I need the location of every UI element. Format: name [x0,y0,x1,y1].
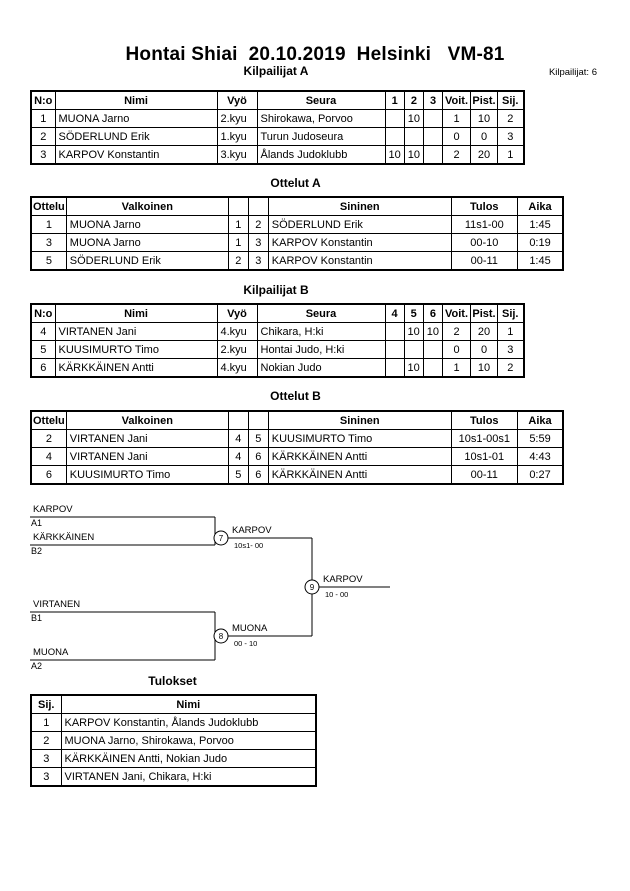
col-header-nimi: Nimi [61,695,316,714]
cell-white-no: 4 [228,430,248,448]
match-number: 8 [218,632,224,641]
cell-aika: 1:45 [517,216,563,234]
cell-seura: Hontai Judo, H:ki [257,341,385,359]
col-header-m2: 2 [404,91,423,110]
cell-sininen: SÖDERLUND Erik [268,216,451,234]
cell-blue-no: 6 [248,466,268,485]
cell-sininen: KÄRKKÄINEN Antti [268,466,451,485]
col-header-nimi: Nimi [55,91,217,110]
cell-ottelu: 5 [31,252,66,271]
table-row [31,234,563,252]
header-row [31,411,563,430]
bracket-entrant-name: MUONA [33,647,69,658]
cell-voit: 0 [443,128,471,146]
cell-sij: 3 [31,768,61,787]
cell-voit: 2 [443,323,471,341]
header-row [31,91,524,110]
cell-m5: 10 [404,323,423,341]
col-header-m4: 4 [385,304,404,323]
cell-m2: 10 [404,146,423,165]
cell-nimi: KÄRKKÄINEN Antti, Nokian Judo [61,750,316,768]
pool-a-heading: Kilpailijat A [243,64,309,78]
match-number: 9 [309,583,315,592]
cell-valkoinen: MUONA Jarno [66,234,228,252]
cell-pist: 0 [471,341,498,359]
pool-b-heading: Kilpailijat B [243,283,309,297]
cell-tulos: 00-11 [451,252,517,271]
cell-sininen: KARPOV Konstantin [268,234,451,252]
participants-count: Kilpailijat: 6 [548,67,597,78]
col-header-tulos: Tulos [451,197,517,216]
header-row [31,695,316,714]
bracket-winner-name: MUONA [232,623,268,634]
cell-nimi: KARPOV Konstantin, Ålands Judoklubb [61,714,316,732]
col-header-valkoinen: Valkoinen [66,197,228,216]
cell-sij: 3 [498,128,524,146]
cell-sij: 1 [498,323,524,341]
cell-ottelu: 1 [31,216,66,234]
col-header-m6: 6 [423,304,442,323]
cell-m5: 10 [404,359,423,378]
col-header-aika: Aika [517,411,563,430]
cell-no: 5 [31,341,55,359]
cell-ottelu: 2 [31,430,66,448]
cell-aika: 0:19 [517,234,563,252]
col-header-seura: Seura [257,304,385,323]
cell-m2: 10 [404,110,423,128]
match-number: 7 [218,534,224,543]
cell-valkoinen: VIRTANEN Jani [66,448,228,466]
cell-pist: 20 [471,323,498,341]
cell-m3 [424,146,443,165]
col-header-sininen: Sininen [268,411,451,430]
col-header-spacer [228,197,248,216]
page-title: Hontai Shiai 20.10.2019 Helsinki VM-81 [125,44,505,65]
cell-nimi: KARPOV Konstantin [55,146,217,165]
cell-blue-no: 2 [248,216,268,234]
bracket-entrant-name: KARPOV [33,504,73,515]
cell-aika: 1:45 [517,252,563,271]
cell-white-no: 1 [228,216,248,234]
cell-nimi: VIRTANEN Jani, Chikara, H:ki [61,768,316,787]
col-header-m3: 3 [424,91,443,110]
bracket-seed-label: B2 [31,546,43,556]
bracket-seed-label: A2 [31,661,43,671]
table-row [31,430,563,448]
cell-m2 [404,128,423,146]
cell-vyo: 1.kyu [217,128,257,146]
table-row [31,252,563,271]
cell-seura: Turun Judoseura [257,128,385,146]
col-header-vyo: Vyö [217,91,257,110]
col-header-aika: Aika [517,197,563,216]
table-row [31,750,316,768]
cell-vyo: 2.kyu [217,341,257,359]
col-header-sij: Sij. [498,91,524,110]
cell-m1 [385,110,404,128]
table-row [31,128,524,146]
cell-no: 3 [31,146,55,165]
col-header-sij: Sij. [498,304,524,323]
cell-sininen: KUUSIMURTO Timo [268,430,451,448]
cell-m5 [404,341,423,359]
matches-a-heading: Ottelut A [270,176,321,190]
table-row [31,146,524,165]
results-heading: Tulokset [148,674,197,688]
cell-valkoinen: KUUSIMURTO Timo [66,466,228,485]
table-row [31,466,563,485]
cell-sininen: KÄRKKÄINEN Antti [268,448,451,466]
cell-nimi: KUUSIMURTO Timo [55,341,217,359]
bracket-winner-name: KARPOV [323,574,363,585]
cell-valkoinen: VIRTANEN Jani [66,430,228,448]
bracket-seed-label: B1 [31,613,43,623]
cell-no: 2 [31,128,55,146]
cell-seura: Nokian Judo [257,359,385,378]
bracket-entrant-name: VIRTANEN [33,599,81,610]
cell-tulos: 10s1-00s1 [451,430,517,448]
cell-voit: 2 [443,146,471,165]
table-row [31,768,316,787]
col-header-spacer [248,197,268,216]
cell-sij: 3 [31,750,61,768]
col-header-ottelu: Ottelu [31,411,66,430]
cell-nimi: MUONA Jarno [55,110,217,128]
cell-pist: 10 [471,359,498,378]
col-header-sininen: Sininen [268,197,451,216]
cell-ottelu: 4 [31,448,66,466]
col-header-vyo: Vyö [217,304,257,323]
matches-a-table [30,196,564,271]
cell-seura: Chikara, H:ki [257,323,385,341]
cell-voit: 0 [443,341,471,359]
cell-m6 [423,359,442,378]
cell-aika: 4:43 [517,448,563,466]
cell-m4 [385,341,404,359]
cell-aika: 5:59 [517,430,563,448]
cell-nimi: SÖDERLUND Erik [55,128,217,146]
cell-tulos: 00-11 [451,466,517,485]
results-table [30,694,317,787]
cell-white-no: 1 [228,234,248,252]
bracket-score: 00 - 10 [234,639,258,648]
cell-white-no: 4 [228,448,248,466]
matches-b-heading: Ottelut B [270,389,321,403]
col-header-tulos: Tulos [451,411,517,430]
cell-blue-no: 6 [248,448,268,466]
table-row [31,732,316,750]
bracket-score: 10s1- 00 [234,541,264,550]
cell-vyo: 2.kyu [217,110,257,128]
cell-no: 4 [31,323,55,341]
cell-sij: 1 [31,714,61,732]
col-header-ottelu: Ottelu [31,197,66,216]
cell-no: 6 [31,359,55,378]
cell-pist: 20 [471,146,498,165]
col-header-pist: Pist. [471,304,498,323]
cell-m3 [424,110,443,128]
pool-b-table [30,303,525,378]
cell-ottelu: 6 [31,466,66,485]
cell-m6: 10 [423,323,442,341]
table-row [31,341,524,359]
cell-m1: 10 [385,146,404,165]
pool-a-table [30,90,525,165]
cell-nimi: MUONA Jarno, Shirokawa, Porvoo [61,732,316,750]
cell-no: 1 [31,110,55,128]
table-row [31,714,316,732]
col-header-m1: 1 [385,91,404,110]
bracket-seed-label: A1 [31,518,43,528]
cell-voit: 1 [443,110,471,128]
table-row [31,323,524,341]
matches-b-table [30,410,564,485]
cell-m4 [385,323,404,341]
cell-m6 [423,341,442,359]
cell-ottelu: 3 [31,234,66,252]
cell-m1 [385,128,404,146]
cell-sininen: KARPOV Konstantin [268,252,451,271]
table-row [31,110,524,128]
col-header-voit: Voit. [443,91,471,110]
cell-nimi: KÄRKKÄINEN Antti [55,359,217,378]
cell-vyo: 4.kyu [217,323,257,341]
cell-tulos: 10s1-01 [451,448,517,466]
cell-voit: 1 [443,359,471,378]
cell-seura: Ålands Judoklubb [257,146,385,165]
cell-white-no: 5 [228,466,248,485]
col-header-seura: Seura [257,91,385,110]
table-row [31,359,524,378]
cell-sij: 3 [498,341,524,359]
col-header-sij: Sij. [31,695,61,714]
cell-valkoinen: SÖDERLUND Erik [66,252,228,271]
col-header-m5: 5 [404,304,423,323]
cell-blue-no: 5 [248,430,268,448]
cell-seura: Shirokawa, Porvoo [257,110,385,128]
table-row [31,448,563,466]
cell-sij: 2 [498,110,524,128]
cell-tulos: 11s1-00 [451,216,517,234]
cell-pist: 10 [471,110,498,128]
header-row [31,197,563,216]
bracket-score: 10 - 00 [325,590,349,599]
cell-sij: 1 [498,146,524,165]
cell-blue-no: 3 [248,234,268,252]
cell-vyo: 4.kyu [217,359,257,378]
header-row [31,304,524,323]
cell-pist: 0 [471,128,498,146]
cell-sij: 2 [31,732,61,750]
cell-vyo: 3.kyu [217,146,257,165]
cell-m4 [385,359,404,378]
bracket-winner-name: KARPOV [232,525,272,536]
col-header-pist: Pist. [471,91,498,110]
cell-aika: 0:27 [517,466,563,485]
col-header-spacer [228,411,248,430]
col-header-valkoinen: Valkoinen [66,411,228,430]
table-row [31,216,563,234]
cell-m3 [424,128,443,146]
final-bracket [0,498,630,683]
col-header-voit: Voit. [443,304,471,323]
cell-nimi: VIRTANEN Jani [55,323,217,341]
cell-tulos: 00-10 [451,234,517,252]
col-header-no: N:o [31,304,55,323]
col-header-spacer [248,411,268,430]
cell-valkoinen: MUONA Jarno [66,216,228,234]
col-header-no: N:o [31,91,55,110]
col-header-nimi: Nimi [55,304,217,323]
bracket-entrant-name: KÄRKKÄINEN [33,532,95,543]
cell-blue-no: 3 [248,252,268,271]
cell-white-no: 2 [228,252,248,271]
cell-sij: 2 [498,359,524,378]
